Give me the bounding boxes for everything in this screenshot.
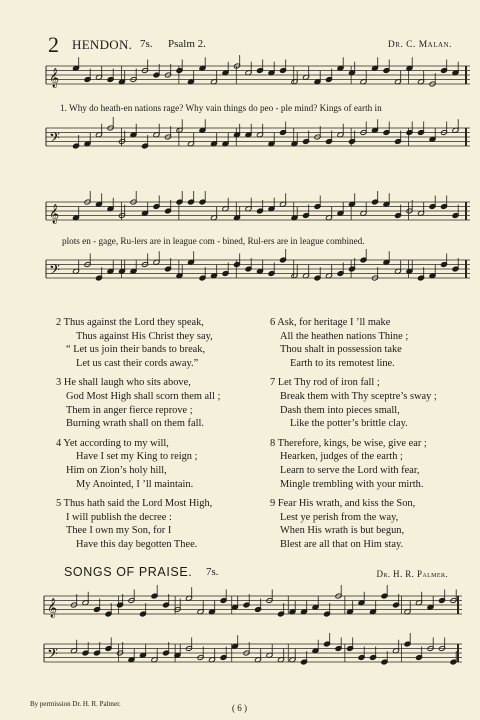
stanza-line: My Anointed, I ’ll maintain. <box>76 478 194 490</box>
stanza-2 <box>56 316 220 370</box>
stanza-line: Him on Zion’s holy hill, <box>66 464 167 476</box>
stanza-4 <box>56 437 220 491</box>
page-number: ( 6 ) <box>232 703 247 713</box>
music-staff-system-2-bass <box>46 260 470 282</box>
stanza-number: 2 <box>56 317 62 328</box>
svg-text:𝄢: 𝄢 <box>47 646 58 666</box>
stanza-line: Let Thy rod of iron fall ; <box>277 377 380 389</box>
stanza-line: Hearken, judges of the earth ; <box>280 451 403 463</box>
stanza-line: I will publish the decree : <box>66 511 172 523</box>
stanza-line: God Most High shall scorn them all ; <box>66 390 221 402</box>
stanza-6 <box>270 316 437 370</box>
svg-text:𝄞: 𝄞 <box>49 204 60 224</box>
stanza-line: He shall laugh who sits above, <box>63 377 191 389</box>
stanza-line: Break them with Thy sceptre’s sway ; <box>280 390 437 402</box>
stanza-number: 5 <box>56 498 62 510</box>
stanza-number: 3 <box>56 377 62 389</box>
hymn-meter: 7s. <box>140 38 153 50</box>
music-lyrics-line-2: plots en - gage, Ru-lers are in league com - bined, Rul-ers are in league combined. <box>62 236 365 246</box>
stanza-line: Learn to serve the Lord with fear, <box>280 464 420 476</box>
svg-text:𝄞: 𝄞 <box>49 68 60 88</box>
music-lyrics-line-1: 1. Why do heath-en nations rage? Why vain things do peo - ple mind? Kings of earth in <box>60 103 382 113</box>
song-title: SONGS OF PRAISE. <box>64 565 193 579</box>
stanza-line: Have this day begotten Thee. <box>76 538 198 550</box>
stanza-9 <box>270 497 437 551</box>
stanzas-right-column <box>270 316 437 552</box>
stanza-number: 8 <box>270 437 276 449</box>
music-staff-system-1-bass <box>46 128 470 150</box>
stanza-line: Thee I own my Son, for I <box>66 525 172 537</box>
song-meter: 7s. <box>206 566 219 578</box>
stanza-number: 4 <box>56 437 62 449</box>
stanza-line: Blest are all that on Him stay. <box>280 538 404 550</box>
stanza-line: Ask, for heritage I ’ll make <box>277 317 391 328</box>
song-composer: Dr. H. R. Palmer. <box>376 569 448 579</box>
stanza-line: Thou shalt in possession take <box>280 344 402 356</box>
stanza-line: Dash them into pieces small, <box>280 404 400 416</box>
stanza-line: Like the potter’s brittle clay. <box>290 418 408 430</box>
stanza-line: Thus hath said the Lord Most High, <box>63 498 213 510</box>
stanza-line: Earth to its remotest line. <box>290 357 395 369</box>
svg-text:𝄢: 𝄢 <box>49 262 60 282</box>
hymn-title: HENDON. <box>72 37 133 52</box>
stanzas-left-column <box>56 316 220 552</box>
stanza-line: Thus against the Lord they speak, <box>63 317 204 328</box>
stanza-line: When His wrath is but begun, <box>280 525 405 537</box>
stanza-line: Let us cast their cords away.” <box>76 357 199 369</box>
svg-text:𝄞: 𝄞 <box>47 598 58 618</box>
stanza-line: All the heathen nations Thine ; <box>280 330 409 342</box>
stanza-number: 7 <box>270 377 276 389</box>
stanza-line: Burning wrath shall on them fall. <box>66 418 204 430</box>
stanza-3 <box>56 376 220 430</box>
stanza-line: Thus against His Christ they say, <box>76 330 213 342</box>
stanza-line: Have I set my King to reign ; <box>76 451 198 463</box>
stanza-5 <box>56 497 220 551</box>
stanza-line: “ Let us join their bands to break, <box>66 344 206 356</box>
stanza-number: 6 <box>270 317 276 328</box>
hymn-number: 2 <box>48 32 59 57</box>
svg-text:𝄢: 𝄢 <box>49 130 60 150</box>
stanza-line: Fear His wrath, and kiss the Son, <box>277 498 416 510</box>
stanza-7 <box>270 376 437 430</box>
music-staff-system-1-treble <box>46 66 470 88</box>
stanza-line: Them in anger fierce reprove ; <box>66 404 193 416</box>
music-staff-system-3-bass <box>44 644 462 666</box>
hymn-psalm-reference: Psalm 2. <box>168 38 206 50</box>
music-staff-system-3-treble <box>44 596 462 618</box>
hymn-composer: Dr. C. Malan. <box>387 40 452 50</box>
stanza-line: Therefore, kings, be wise, give ear ; <box>277 437 427 449</box>
stanza-line: Mingle trembling with your mirth. <box>280 478 424 490</box>
permission-note: By permission Dr. H. R. Palmer. <box>30 700 121 708</box>
stanza-line: Yet according to my will, <box>63 437 169 449</box>
music-staff-system-2-treble <box>46 202 470 224</box>
stanza-8 <box>270 437 437 491</box>
stanza-number: 9 <box>270 498 276 510</box>
stanza-line: Lest ye perish from the way, <box>280 511 399 523</box>
